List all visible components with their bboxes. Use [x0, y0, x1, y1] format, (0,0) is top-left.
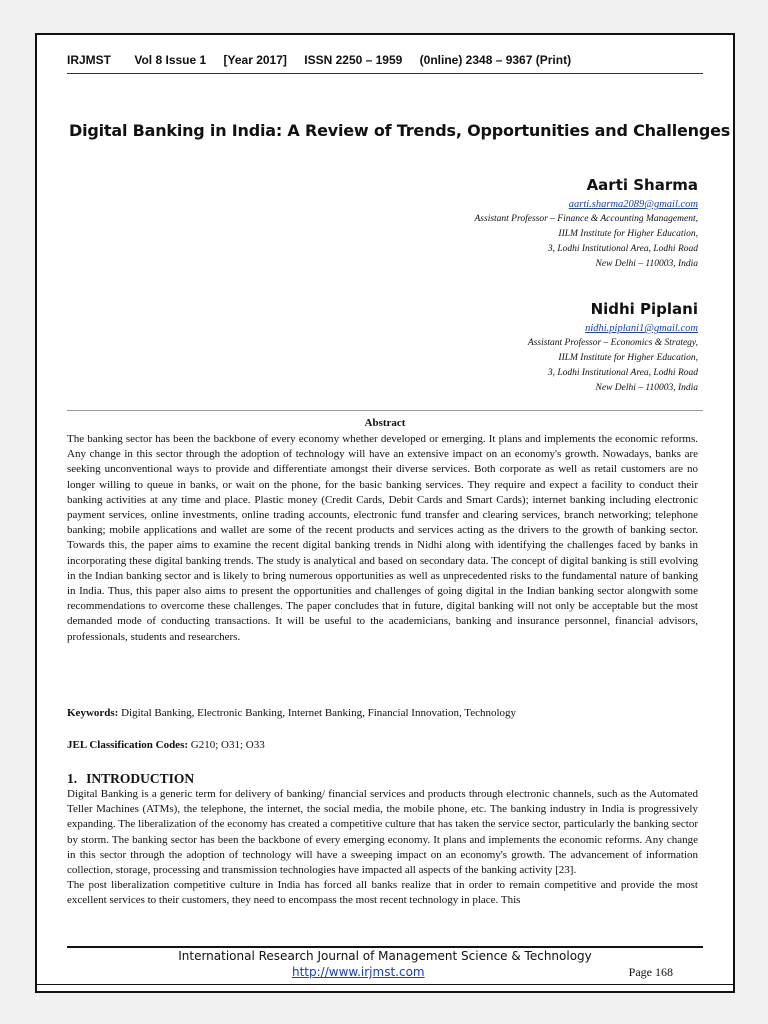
section-title: INTRODUCTION: [86, 771, 195, 786]
section-divider: [67, 410, 703, 411]
section-heading: [67, 771, 194, 787]
section-number: 1.: [67, 771, 78, 786]
page-number: Page 168: [628, 965, 673, 979]
header-year: [Year 2017]: [223, 53, 287, 67]
header-volume: Vol 8 Issue 1: [134, 53, 207, 67]
paper-title: Digital Banking in India: A Review of Trends, Opportunities and Challenges: [69, 121, 731, 140]
header-rule: [67, 73, 703, 74]
author-affiliation-line: New Delhi – 110003, India: [595, 383, 698, 393]
author-name: Aarti Sharma: [586, 176, 698, 194]
footer-rule: [67, 946, 703, 948]
author-block-1: [475, 175, 699, 272]
document-page: [35, 33, 735, 993]
author-affiliation-line: 3, Lodhi Institutional Area, Lodhi Road: [547, 244, 698, 254]
paragraph: Digital Banking is a generic term for delivery of banking/ financial services and products through electronic channels, such as the Automated Teller Machines (ATMs), the telephone, the internet, the social media, the mobile phone, etc. The banking industry in India is progressively expanding. The liberalization of the economy has created a competitive culture that has taken the service sector, particularly the banking sector by storm. The banking sector has been the backbone of every emerging economy. It plans and implements the economic reforms. Any change in this sector through the adoption of technology will have a sweeping impact on an economy's growth. The advancement of information collection, storage, processing and transmission technologies have impacted all aspects of the banking activity [23].: [67, 788, 698, 877]
header-online-print: (0nline) 2348 – 9367 (Print): [419, 53, 572, 67]
author-affiliation-line: Assistant Professor – Economics & Strategy,: [527, 338, 698, 348]
keywords: [67, 707, 698, 719]
author-affiliation-line: 3, Lodhi Institutional Area, Lodhi Road: [547, 368, 698, 378]
jel-value: G210; O31; O33: [188, 739, 265, 751]
header-issn: ISSN 2250 – 1959: [304, 53, 403, 67]
author-email-link[interactable]: nidhi.piplani1@gmail.com: [585, 323, 698, 334]
author-affiliation-line: New Delhi – 110003, India: [595, 259, 698, 269]
keywords-value: Digital Banking, Electronic Banking, Internet Banking, Financial Innovation, Technology: [118, 707, 517, 719]
abstract-heading: Abstract: [364, 417, 406, 429]
abstract-text: The banking sector has been the backbone of every economy whether developed or emerging. It plans and implements the economic reforms. Any change in this sector through the adoption of technology will have an extensive impact on an economy's growth. Nowadays, banks are seeking unconventional ways to provide and differentiate amongst their diverse services. Both corporate as well as retail customers are no longer willing to queue in banks, or wait on the phone, for the basic banking services. They require and expect a facility to conduct their banking activities at any time and place. Plastic money (Credit Cards, Debit Cards and Smart Cards); internet banking including electronic payment services, online investments, online trading accounts, electronic fund transfer and clearing services, branch networking; telephone banking; mobile applications and wallet are some of the recent products and services acting as the drivers to the growth of banking sector. Towards this, the paper aims to examine the recent digital banking trends in Nidhi along with identifying the challenges faced by banks in incorporating these digital banking trends. The study is analytical and based on secondary data. The concept of digital banking is still evolving in the Indian banking sector and is likely to bring numerous opportunities as well as unprecedented risks to the fundamental nature of banking in India. Thus, this paper also aims to present the opportunities and challenges of going digital in the Indian banking sector alongwith some recommendations to overcome these challenges. The paper concludes that in future, digital banking will not only be acceptable but the most demanded mode of conducting transactions. It will be useful to the academicians, banking and insurance personnel, financial advisors, professionals, students and researchers.: [67, 433, 698, 643]
jel-codes: [67, 739, 698, 751]
jel-label: JEL Classification Codes:: [67, 739, 189, 751]
keywords-label: Keywords:: [67, 707, 119, 719]
introduction-body: [67, 787, 698, 909]
footer-url-link[interactable]: http://www.irjmst.com: [292, 965, 425, 979]
author-email-link[interactable]: aarti.sharma2089@gmail.com: [568, 199, 698, 210]
author-affiliation-line: IILM Institute for Higher Education,: [558, 229, 698, 239]
author-affiliation-line: Assistant Professor – Finance & Accounting Management,: [474, 214, 698, 224]
header-journal: IRJMST: [67, 53, 112, 67]
author-block-2: [528, 299, 698, 396]
paragraph: The post liberalization competitive culture in India has forced all banks realize that in order to remain competitive and provide the most excellent services to their customers, they need to encompass the most recent technology in place. This: [67, 879, 698, 907]
footer-journal: International Research Journal of Management Science & Technology: [178, 949, 592, 963]
author-affiliation-line: IILM Institute for Higher Education,: [558, 353, 698, 363]
border-line: [37, 984, 733, 985]
author-name: Nidhi Piplani: [590, 300, 698, 318]
running-header: [67, 53, 585, 67]
